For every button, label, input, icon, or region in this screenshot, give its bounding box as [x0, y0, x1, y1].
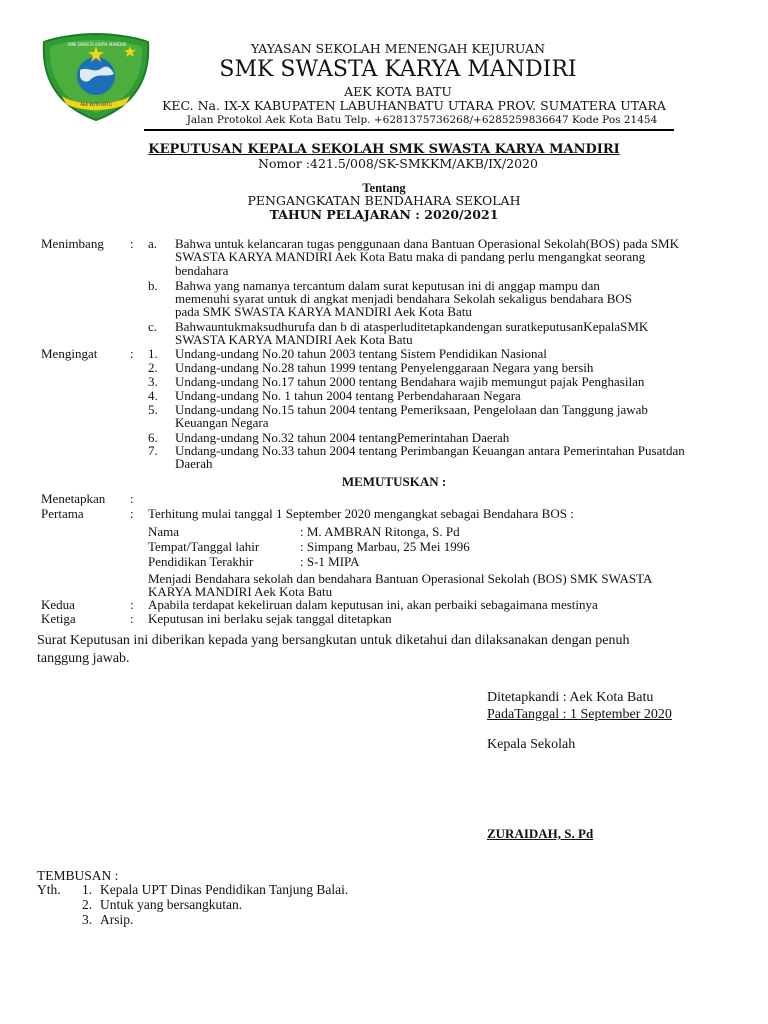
decree-number: Nomor :421.5/008/SK-SMKKM/AKB/IX/2020: [258, 156, 538, 171]
pertama-label: Pertama: [41, 506, 84, 521]
mengingat-marker-1: 1.: [148, 346, 158, 361]
closing-line-1: Surat Keputusan ini diberikan kepada yang bersangkutan untuk diketahui dan dilaksanakan dengan penuh: [37, 633, 630, 648]
mengingat-marker-4: 4.: [148, 388, 158, 403]
role-line-2: KARYA MANDIRI Aek Kota Batu: [148, 584, 333, 599]
menimbang-b-line-3: pada SMK SWASTA KARYA MANDIRI Aek Kota Batu: [175, 304, 472, 319]
menimbang-a-line-2: SWASTA KARYA MANDIRI Aek Kota Batu maka di pandang perlu mengangkat seorang: [175, 249, 646, 264]
ketiga-label: Ketiga: [41, 611, 76, 626]
mengingat-6-line-1: Undang-undang No.32 tahun 2004 tentangPemerintahan Daerah: [175, 430, 510, 445]
tembusan-marker-3: 3.: [82, 912, 93, 927]
menimbang-c-line-2: SWASTA KARYA MANDIRI Aek Kota Batu: [175, 332, 413, 347]
mengingat-label: Mengingat: [41, 346, 98, 361]
school-name: SMK SWASTA KARYA MANDIRI: [219, 57, 577, 82]
menetapkan-label: Menetapkan: [41, 491, 106, 506]
role-line-1: Menjadi Bendahara sekolah dan bendahara Bantuan Operasional Sekolah (BOS) SMK SWASTA: [148, 571, 653, 586]
ketiga-colon: :: [130, 611, 134, 626]
tembusan-item-1: Kepala UPT Dinas Pendidikan Tanjung Balai.: [100, 882, 349, 897]
logo-top-text: SMK SWASTA KARYA MANDIRI: [67, 42, 127, 47]
tembusan-title: TEMBUSAN :: [37, 868, 119, 883]
mengingat-5-line-1: Undang-undang No.15 tahun 2004 tentang Pemeriksaan, Pengelolaan dan Tanggung jawab: [175, 402, 648, 417]
menimbang-colon: :: [130, 236, 134, 251]
tentang-label: Tentang: [362, 181, 406, 195]
tembusan-yth: Yth.: [37, 882, 61, 897]
tembusan-item-2: Untuk yang bersangkutan.: [100, 897, 243, 912]
address-line: Jalan Protokol Aek Kota Batu Telp. +6281375736268/+6285259836647 Kode Pos 21454: [186, 114, 658, 126]
menimbang-c-line-1: Bahwauntukmaksudhurufa dan b di atasperluditetapkandengan suratkeputusanKepalaSMK: [175, 319, 649, 334]
decree-subject: PENGANGKATAN BENDAHARA SEKOLAH: [247, 193, 521, 208]
menimbang-b-line-2: memenuhi syarat untuk di angkat menjadi bendahara Sekolah sekaligus bendahara BOS: [175, 291, 633, 306]
person-name-value: : M. AMBRAN Ritonga, S. Pd: [300, 524, 460, 539]
menimbang-marker-c: c.: [148, 319, 158, 334]
kedua-colon: :: [130, 597, 134, 612]
header-divider: [144, 129, 674, 131]
mengingat-3-line-1: Undang-undang No.17 tahun 2000 tentang Bendahara wajib memungut pajak Penghasilan: [175, 374, 645, 389]
signature-position: Kepala Sekolah: [487, 737, 576, 752]
memutuskan-heading: MEMUTUSKAN :: [341, 474, 447, 489]
menimbang-b-line-1: Bahwa yang namanya tercantum dalam surat keputusan ini di anggap mampu dan: [175, 278, 600, 293]
foundation-name: YAYASAN SEKOLAH MENENGAH KEJURUAN: [250, 41, 546, 56]
logo-bottom-text: AEK KOTA BATU: [80, 102, 112, 107]
mengingat-5-line-2: Keuangan Negara: [175, 415, 269, 430]
mengingat-2-line-1: Undang-undang No.28 tahun 1999 tentang Penyelenggaraan Negara yang bersih: [175, 360, 594, 375]
pertama-colon: :: [130, 506, 134, 521]
tembusan-marker-1: 1.: [82, 882, 93, 897]
signature-date: PadaTanggal : 1 September 2020: [487, 707, 672, 722]
school-year: TAHUN PELAJARAN : 2020/2021: [269, 207, 499, 222]
person-name-key: Nama: [148, 524, 180, 539]
mengingat-4-line-1: Undang-undang No. 1 tahun 2004 tentang Perbendaharaan Negara: [175, 388, 521, 403]
pertama-text: Terhitung mulai tanggal 1 September 2020 mengangkat sebagai Bendahara BOS :: [148, 506, 574, 521]
town-name: AEK KOTA BATU: [344, 84, 452, 99]
person-birth-value: : Simpang Marbau, 25 Mei 1996: [300, 539, 470, 554]
person-education-key: Pendidikan Terakhir: [148, 554, 254, 569]
mengingat-7-line-2: Daerah: [175, 456, 213, 471]
kedua-label: Kedua: [41, 597, 75, 612]
menimbang-label: Menimbang: [41, 236, 104, 251]
tembusan-marker-2: 2.: [82, 897, 93, 912]
signature-name: ZURAIDAH, S. Pd: [487, 826, 594, 841]
menimbang-a-line-1: Bahwa untuk kelancaran tugas penggunaan dana Bantuan Operasional Sekolah(BOS) pada SMK: [175, 236, 679, 251]
mengingat-colon: :: [130, 346, 134, 361]
tembusan-item-3: Arsip.: [100, 912, 134, 927]
menimbang-a-line-3: bendahara: [175, 263, 229, 278]
menimbang-marker-b: b.: [148, 278, 158, 293]
person-birth-key: Tempat/Tanggal lahir: [148, 539, 260, 554]
district-line: KEC. Na. IX-X KABUPATEN LABUHANBATU UTARA PROV. SUMATERA UTARA: [162, 98, 666, 113]
mengingat-7-line-1: Undang-undang No.33 tahun 2004 tentang Perimbangan Keuangan antara Pemerintahan Pusatdan: [175, 443, 685, 458]
mengingat-marker-3: 3.: [148, 374, 158, 389]
signature-place: Ditetapkandi : Aek Kota Batu: [487, 690, 654, 705]
mengingat-marker-7: 7.: [148, 443, 158, 458]
closing-line-2: tanggung jawab.: [37, 651, 130, 666]
mengingat-1-line-1: Undang-undang No.20 tahun 2003 tentang Sistem Pendidikan Nasional: [175, 346, 547, 361]
kedua-text: Apabila terdapat kekeliruan dalam keputusan ini, akan perbaiki sebagaimana mestinya: [148, 597, 598, 612]
decree-title: KEPUTUSAN KEPALA SEKOLAH SMK SWASTA KARYA MANDIRI: [148, 142, 620, 157]
mengingat-marker-2: 2.: [148, 360, 158, 375]
person-education-value: : S-1 MIPA: [300, 554, 360, 569]
mengingat-marker-5: 5.: [148, 402, 158, 417]
ketiga-text: Keputusan ini berlaku sejak tanggal ditetapkan: [148, 611, 392, 626]
mengingat-marker-6: 6.: [148, 430, 158, 445]
menimbang-marker-a: a.: [148, 236, 158, 251]
menetapkan-colon: :: [130, 491, 134, 506]
